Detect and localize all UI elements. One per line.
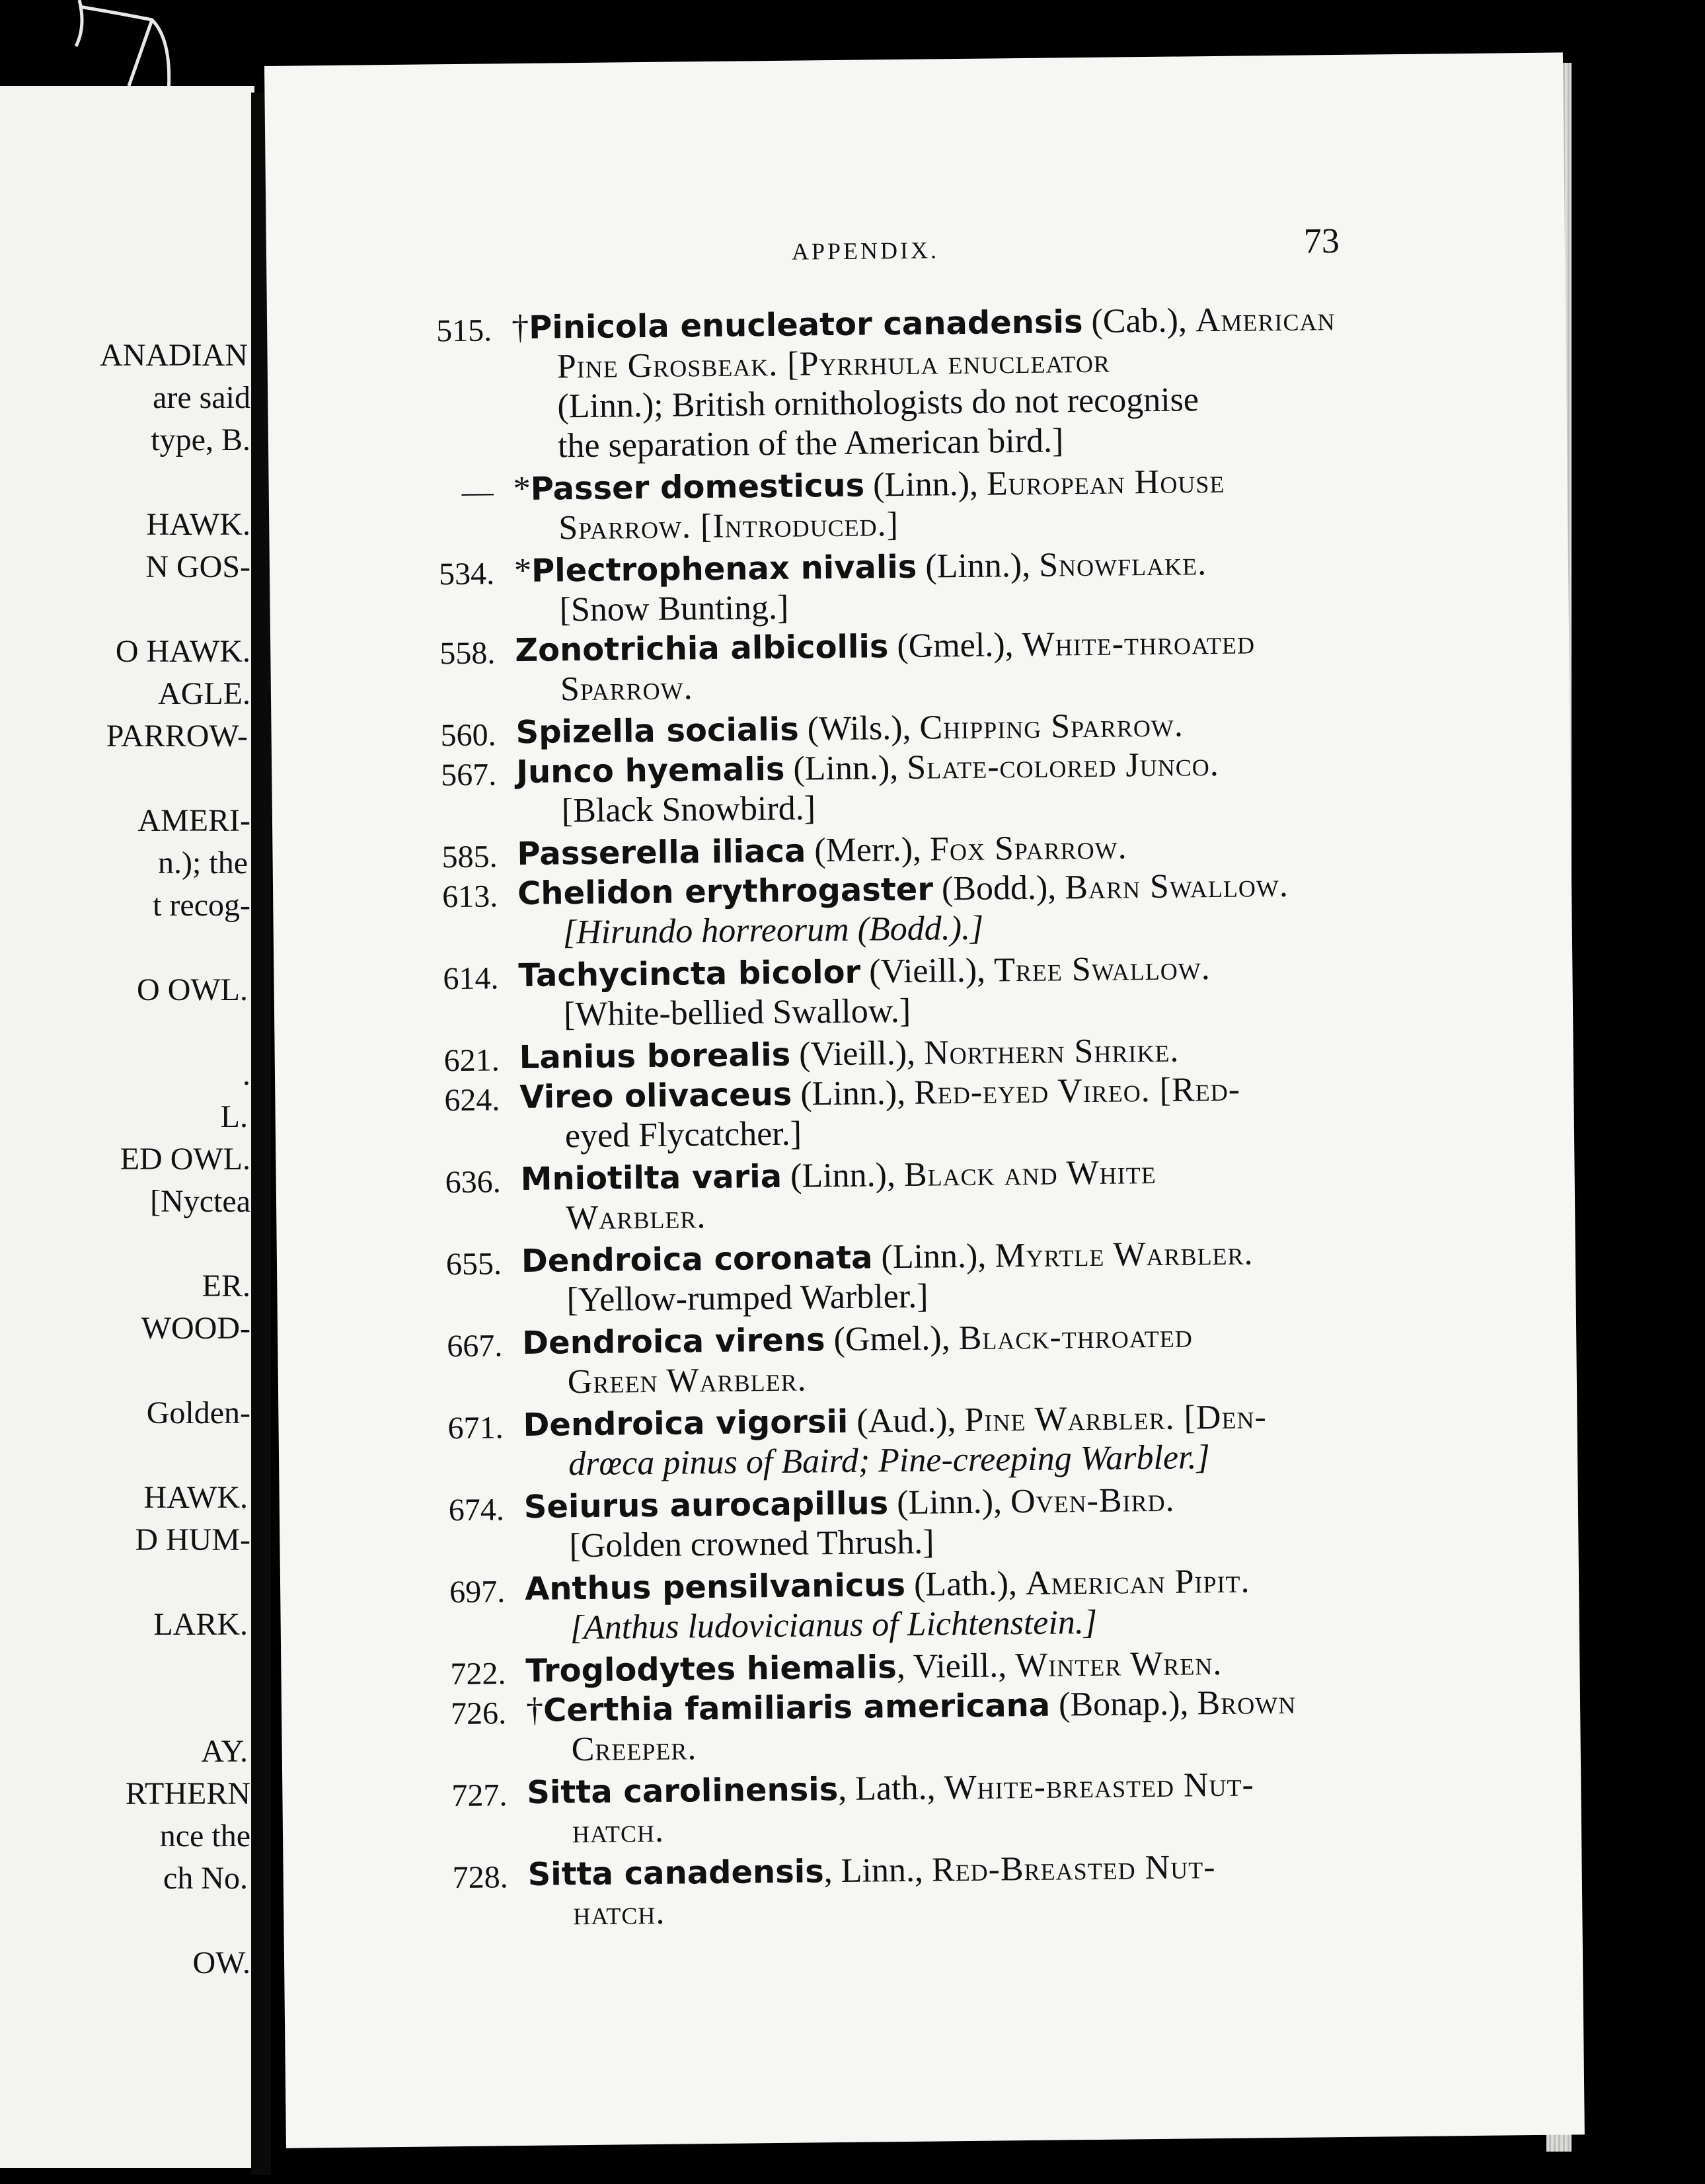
scientific-name: Dendroica coronata bbox=[521, 1239, 873, 1280]
left-page-text-line: ch No. bbox=[163, 1861, 248, 1896]
species-entry bbox=[283, 1844, 1582, 1937]
entry-number: 614. bbox=[443, 960, 499, 997]
scientific-name: Passer domesticus bbox=[530, 467, 865, 508]
right-page bbox=[264, 52, 1585, 2148]
entry-number: 655. bbox=[445, 1246, 502, 1282]
authority: , Vieill., bbox=[896, 1647, 1016, 1686]
entry-number: 613. bbox=[441, 878, 498, 915]
common-name: Northern Shrike. bbox=[923, 1031, 1180, 1072]
authority: (Lath.), bbox=[905, 1565, 1026, 1604]
entry-number: 567. bbox=[440, 757, 497, 793]
common-name: Black-throated bbox=[958, 1317, 1193, 1358]
scientific-name: Pinicola enucleator canadensis bbox=[528, 303, 1083, 346]
entry-continuation: Creeper. bbox=[571, 1729, 697, 1769]
species-entry bbox=[273, 863, 1572, 956]
common-name: Barn Swallow. bbox=[1064, 866, 1289, 907]
species-entry bbox=[276, 1148, 1575, 1241]
left-page-text-line: AGLE. bbox=[158, 676, 250, 711]
authority: (Gmel.), bbox=[888, 626, 1022, 666]
common-name: Myrtle Warbler. bbox=[995, 1234, 1254, 1275]
common-name: Snowflake. bbox=[1038, 545, 1207, 584]
left-page-text-line: LARK. bbox=[153, 1607, 248, 1642]
scientific-name: Sitta canadensis bbox=[527, 1853, 825, 1893]
authority: (Linn.), bbox=[781, 1155, 905, 1195]
authority: (Linn.), bbox=[784, 748, 907, 788]
authority: (Linn.), bbox=[792, 1073, 915, 1113]
entry-continuation: (Linn.); British ornithologists do not recognise bbox=[557, 381, 1199, 426]
species-entry bbox=[280, 1558, 1579, 1651]
entry-continuation: [Snow Bunting.] bbox=[559, 588, 789, 629]
entry-continuation: Pine Grosbeak. [Pyrrhula enucleator bbox=[556, 342, 1111, 386]
page-number: 73 bbox=[1303, 220, 1340, 261]
scientific-name: Tachycincta bicolor bbox=[518, 953, 861, 995]
authority: (Vieill.), bbox=[860, 951, 995, 991]
species-entry bbox=[282, 1762, 1581, 1855]
common-name: Winter Wren. bbox=[1014, 1644, 1223, 1685]
species-entry bbox=[278, 1394, 1577, 1487]
entry-number: 558. bbox=[439, 635, 496, 672]
entry-continuation: [White-bellied Swallow.] bbox=[563, 992, 911, 1034]
left-page-text-line: [Nyctea bbox=[150, 1184, 250, 1219]
species-entry bbox=[280, 1476, 1579, 1569]
entry-number: 624. bbox=[444, 1082, 500, 1118]
scientific-name: Anthus pensilvanicus bbox=[524, 1566, 906, 1608]
common-name: Black and White bbox=[903, 1153, 1157, 1194]
entry-continuation: hatch. bbox=[572, 1893, 665, 1933]
common-name: American Pipit. bbox=[1025, 1562, 1250, 1603]
entry-mark: † bbox=[511, 308, 529, 347]
common-name: Red-Breasted Nut- bbox=[931, 1848, 1216, 1889]
left-page-text-line: ED OWL. bbox=[120, 1142, 250, 1177]
scientific-name: Vireo olivaceus bbox=[519, 1075, 792, 1116]
scientific-name: Junco hyemalis bbox=[515, 750, 785, 791]
left-page-text-line: L. bbox=[220, 1099, 248, 1134]
scientific-name: Dendroica vigorsii bbox=[523, 1403, 849, 1444]
left-page-text-line: O HAWK. bbox=[115, 634, 250, 669]
species-entry bbox=[275, 1066, 1574, 1159]
left-page-text-line: N GOS- bbox=[145, 549, 250, 584]
common-name: American bbox=[1195, 300, 1336, 340]
species-entry bbox=[278, 1312, 1577, 1405]
common-name: White-breasted Nut- bbox=[944, 1766, 1255, 1807]
scientific-name: Sitta carolinensis bbox=[527, 1771, 839, 1811]
entry-number: 674. bbox=[448, 1492, 505, 1528]
left-page-text-line: HAWK. bbox=[146, 507, 250, 542]
entry-continuation: [Black Snowbird.] bbox=[561, 789, 816, 830]
species-entry bbox=[267, 297, 1567, 469]
scientific-name: Lanius borealis bbox=[519, 1036, 791, 1077]
authority: (Linn.), bbox=[888, 1483, 1011, 1522]
common-name: Oven-Bird. bbox=[1010, 1481, 1175, 1521]
entry-number: 667. bbox=[447, 1328, 503, 1364]
scientific-name: Plectrophenax nivalis bbox=[531, 548, 917, 590]
entry-mark: * bbox=[513, 469, 531, 508]
entry-continuation: the separation of the American bird.] bbox=[557, 422, 1064, 465]
scientific-name: Troglodytes hiemalis bbox=[525, 1649, 897, 1690]
authority: (Bonap.), bbox=[1049, 1684, 1197, 1724]
left-page-text-line: n.); the bbox=[158, 845, 248, 880]
authority: (Linn.), bbox=[872, 1237, 995, 1276]
entry-number: 671. bbox=[447, 1410, 504, 1446]
scientific-name: Spizella socialis bbox=[515, 711, 800, 752]
entry-number: 727. bbox=[451, 1777, 508, 1814]
entry-number: 534. bbox=[438, 556, 495, 592]
species-entry bbox=[282, 1680, 1581, 1773]
common-name: Brown bbox=[1197, 1683, 1297, 1723]
entry-continuation: [Yellow-rumped Warbler.] bbox=[566, 1277, 928, 1319]
left-page-text-line: HAWK. bbox=[143, 1480, 248, 1515]
left-page-text-line: type, B. bbox=[151, 422, 250, 457]
authority: (Linn.), bbox=[917, 546, 1040, 586]
left-page-text-line: ANADIAN bbox=[100, 338, 248, 373]
left-page-text-line: ER. bbox=[202, 1268, 250, 1304]
entry-number: 726. bbox=[450, 1696, 507, 1732]
entry-continuation: Sparrow. [Introduced.] bbox=[558, 505, 899, 547]
entry-continuation: drœca pinus of Baird; Pine-creeping Warbler.] bbox=[568, 1438, 1211, 1483]
species-entry bbox=[268, 458, 1568, 551]
entry-continuation: hatch. bbox=[572, 1811, 665, 1851]
left-page-text-line: AY. bbox=[201, 1734, 248, 1769]
scientific-name: Zonotrichia albicollis bbox=[514, 628, 889, 670]
authority: (Linn.), bbox=[864, 465, 987, 504]
entry-continuation: Green Warbler. bbox=[567, 1360, 807, 1401]
entry-continuation: eyed Flycatcher.] bbox=[564, 1114, 802, 1155]
left-page-text-line: OW. bbox=[192, 1945, 250, 1980]
entry-continuation: [Hirundo horreorum (Bodd.).] bbox=[562, 909, 984, 952]
left-page-fragment bbox=[0, 86, 254, 2168]
authority: (Cab.), bbox=[1082, 301, 1196, 341]
common-name: Chipping Sparrow. bbox=[919, 706, 1184, 747]
authority: (Vieill.), bbox=[790, 1034, 925, 1073]
species-entry bbox=[277, 1230, 1576, 1323]
entry-number: 722. bbox=[450, 1656, 506, 1692]
entry-number: — bbox=[461, 474, 494, 510]
common-name: Red-eyed Vireo. [Red- bbox=[913, 1070, 1241, 1112]
left-page-text-line: t recog- bbox=[153, 888, 250, 923]
species-entry bbox=[274, 945, 1573, 1038]
left-page-text-line: WOOD- bbox=[141, 1311, 250, 1346]
scientific-name: Mniotilta varia bbox=[520, 1157, 782, 1198]
species-entry bbox=[270, 540, 1569, 633]
binding-thread bbox=[66, 0, 178, 93]
entry-continuation: [Anthus ludovicianus of Lichtenstein.] bbox=[570, 1603, 1098, 1647]
common-name: European House bbox=[986, 462, 1225, 503]
common-name: Pine Warbler. [Den- bbox=[964, 1398, 1268, 1440]
species-list bbox=[267, 297, 1583, 1936]
scientific-name: Chelidon erythrogaster bbox=[517, 871, 934, 913]
entry-mark: † bbox=[525, 1691, 544, 1729]
entry-number: 621. bbox=[443, 1042, 500, 1079]
common-name: Slate-colored Junco. bbox=[906, 745, 1220, 787]
left-page-text-line: are said bbox=[153, 380, 250, 415]
left-page-text-line: O OWL. bbox=[137, 972, 248, 1007]
species-entry bbox=[272, 741, 1571, 834]
left-page-text-line: RTHERN bbox=[125, 1776, 250, 1811]
entry-number: 636. bbox=[445, 1164, 501, 1200]
authority: , Lath., bbox=[837, 1769, 944, 1809]
species-entry bbox=[270, 619, 1570, 713]
entry-number: 560. bbox=[440, 717, 496, 754]
scientific-name: Seiurus aurocapillus bbox=[523, 1485, 889, 1526]
left-page-text-line: Golden- bbox=[146, 1395, 250, 1430]
entry-continuation: Sparrow. bbox=[560, 669, 693, 709]
entry-number: 697. bbox=[449, 1574, 506, 1610]
common-name: White-throated bbox=[1022, 623, 1256, 664]
authority: (Bodd.), bbox=[932, 869, 1065, 908]
left-page-text-line: D HUM- bbox=[135, 1522, 250, 1557]
entry-continuation: Warbler. bbox=[565, 1198, 706, 1237]
authority: (Merr.), bbox=[805, 830, 930, 870]
scientific-name: Certhia familiaris americana bbox=[543, 1686, 1051, 1729]
entry-number: 585. bbox=[441, 839, 498, 875]
entry-number: 728. bbox=[452, 1859, 508, 1896]
left-page-text-line: . bbox=[243, 1057, 250, 1092]
entry-number: 515. bbox=[436, 313, 492, 349]
left-page-text-line: PARROW- bbox=[106, 719, 248, 754]
running-header: APPENDIX. bbox=[791, 237, 940, 265]
authority: , Linn., bbox=[823, 1851, 932, 1891]
common-name: Fox Sparrow. bbox=[929, 828, 1127, 869]
authority: (Wils.), bbox=[798, 709, 920, 748]
authority: (Gmel.), bbox=[825, 1319, 959, 1359]
scientific-name: Dendroica virens bbox=[521, 1321, 825, 1362]
left-page-text-line: AMERI- bbox=[137, 803, 250, 838]
left-page-text-line: nce the bbox=[159, 1818, 250, 1853]
scientific-name: Passerella iliaca bbox=[517, 832, 806, 873]
authority: (Aud.), bbox=[848, 1401, 965, 1440]
common-name: Tree Swallow. bbox=[993, 949, 1211, 990]
entry-mark: * bbox=[513, 551, 532, 590]
entry-continuation: [Golden crowned Thrush.] bbox=[569, 1523, 934, 1565]
